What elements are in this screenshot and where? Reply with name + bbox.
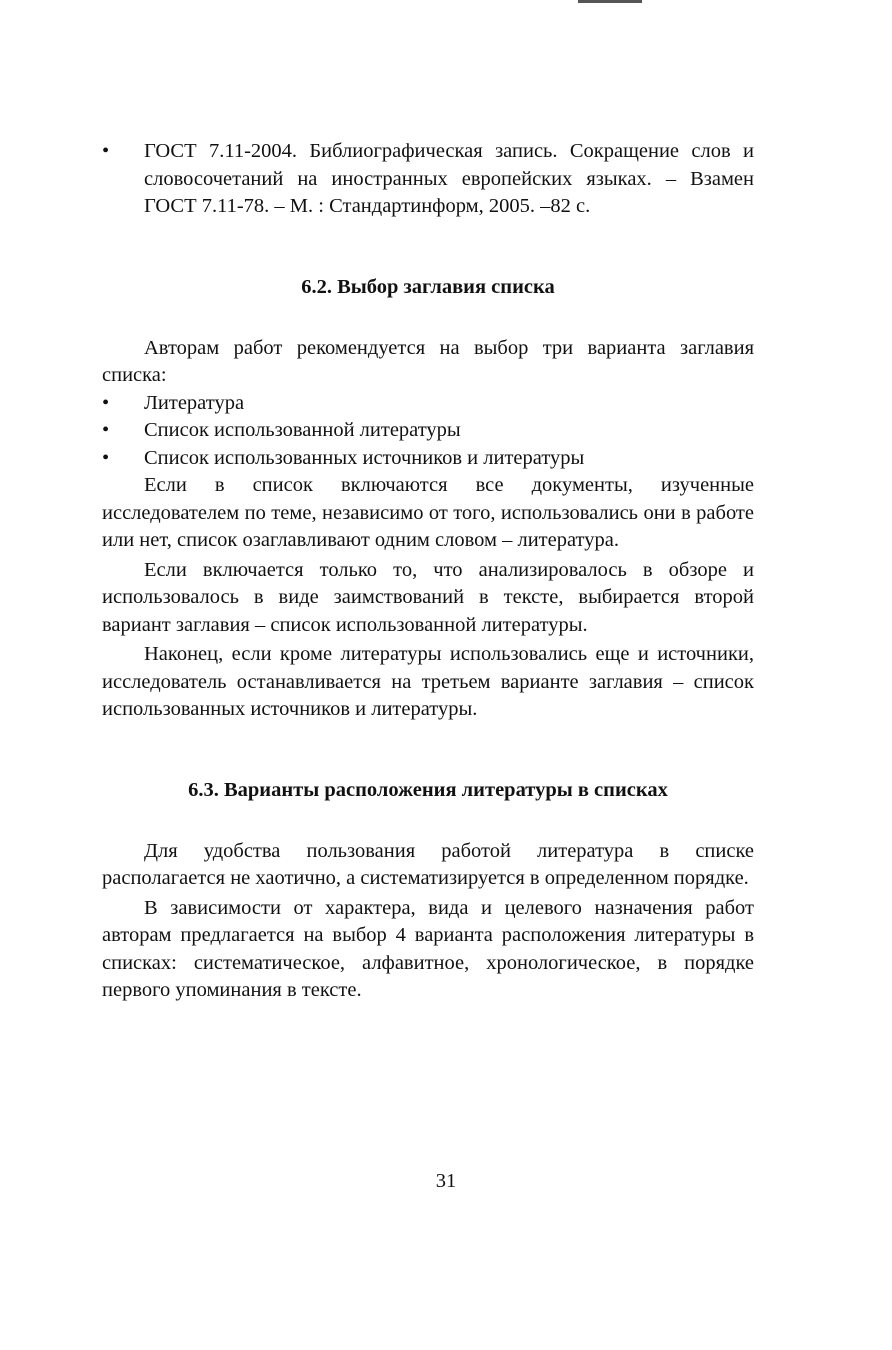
title-option [102, 417, 754, 445]
page-body [102, 138, 754, 1005]
reference-list [102, 138, 754, 221]
bullet-icon: • [102, 140, 110, 162]
section-title-6-2: 6.2. Выбор заглавия списка [301, 275, 555, 298]
reference-text: ГОСТ 7.11-2004. Библиографическая запись. Сокращение слов и словосочетаний на иностранных европейских языках. – Взамен ГОСТ 7.11-78. – М. : Стандартинформ, 2005. –82 с. [144, 140, 754, 217]
page-number: 31 [435, 1170, 457, 1192]
title-option-text: Список использованной литературы [144, 419, 461, 441]
title-option-text: Список использованных источников и литературы [144, 446, 585, 469]
top-rule [578, 0, 642, 3]
title-option [102, 445, 754, 473]
reference-item [102, 138, 754, 221]
section-6-2-intro: Авторам работ рекомендуется на выбор три варианта заглавия списка: [102, 336, 754, 386]
title-options-list [102, 390, 754, 473]
bullet-icon: • [102, 419, 110, 441]
bullet-icon: • [102, 391, 110, 414]
section-title-6-3: 6.3. Варианты расположения литературы в списках [188, 778, 668, 801]
section-6-2-paragraph: Если включается только то, что анализировалось в обзоре и использовалось в виде заимствований в тексте, выбирается второй вариант заглавия – список использованной литературы. [102, 558, 754, 636]
bullet-icon: • [102, 446, 110, 469]
section-6-2-paragraph: Если в список включаются все документы, изученные исследователем по теме, независимо от того, использовались они в работе или нет, список озаглавливают одним словом – литература. [102, 474, 754, 551]
section-6-3-paragraph: Для удобства пользования работой литература в списке располагается не хаотично, а систематизируется в определенном порядке. [102, 839, 754, 889]
section-6-2-paragraph: Наконец, если кроме литературы использовались еще и источники, исследователь останавливается на третьем варианте заглавия – список использованных источников и литературы. [102, 643, 754, 720]
title-option-text: Литература [144, 391, 245, 414]
title-option [102, 390, 754, 418]
section-6-3-paragraph: В зависимости от характера, вида и целевого назначения работ авторам предлагается на выбор 4 варианта расположения литературы в списках: систематическое, алфавитное, хронологическое, в порядке первого упоминания в тексте. [102, 896, 754, 1001]
